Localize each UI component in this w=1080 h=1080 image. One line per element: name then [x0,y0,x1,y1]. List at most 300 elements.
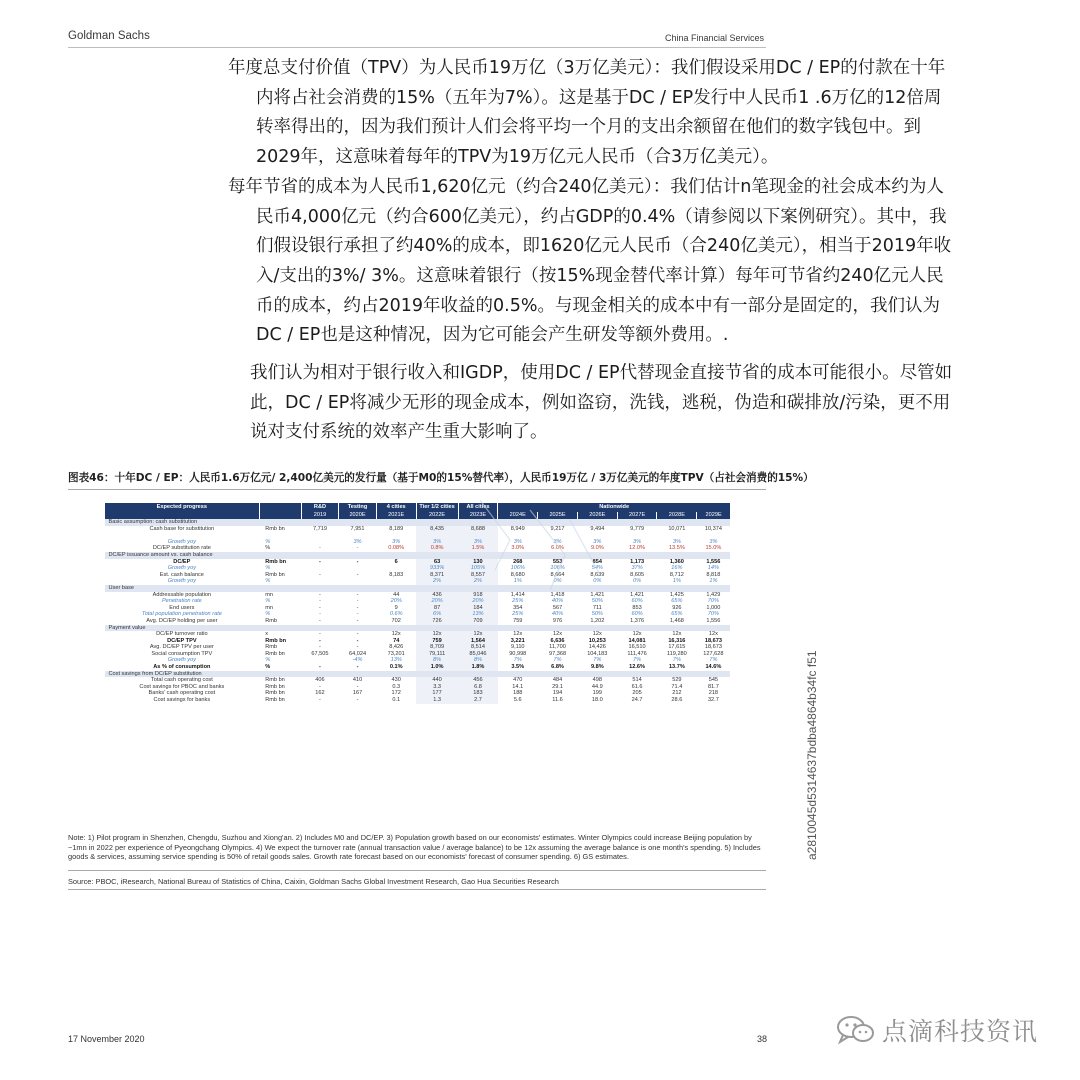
table-cell: 12.0% [629,545,646,552]
table-cell: 709 [458,618,498,625]
table-section-row [105,625,731,632]
table-cell: 9,494 [590,525,605,532]
section-label: Cost savings from DC/EP substitution [105,671,731,678]
table-cell: 12x [672,631,682,638]
table-cell: 7,951 [350,525,365,532]
row-label: As % of consumption [153,664,211,671]
table-cell: - [356,664,359,671]
table-cell: - [356,631,359,638]
row-label: Penetration rate [161,598,202,605]
table-section-row [105,671,731,678]
table-cell: 8,605 [630,571,645,578]
table-cell: - [319,558,321,565]
table-cell: 702 [391,617,401,624]
table-cell: 354 [513,604,523,611]
table-cell: 8,818 [706,571,721,578]
table-cell: 50% [591,611,603,618]
row-unit: % [265,545,271,552]
table-cell: - [319,644,321,651]
table-cell: 17,615 [668,644,686,651]
table-cell: 44 [393,591,400,598]
table-cell: 127,628 [703,650,724,657]
table-cell: 3.5% [511,664,525,671]
table-section-row [105,552,731,559]
table-cell: 106% [510,565,525,572]
table-cell: 8,664 [550,571,565,578]
table-row [105,677,731,684]
table-cell [697,532,730,539]
table-header-cell: 4 cities [376,503,416,512]
table-header-cell: Testing [339,503,377,512]
table-cell: 74 [393,637,400,644]
table-row [105,631,731,638]
table-cell: 0.1 [392,697,401,704]
table-cell: 172 [391,690,401,697]
table-cell: 25% [512,598,524,605]
figure-divider [68,489,766,490]
table-cell: - [356,598,359,605]
table-cell [301,539,339,546]
table-cell: 759 [513,617,523,624]
table-cell: 13.7% [668,664,685,671]
table-cell: 29.1 [552,683,563,690]
row-label: Addressable population [152,591,212,598]
row-unit: mn [265,604,273,611]
table-cell: - [356,611,359,618]
table-cell: - [319,598,321,605]
table-cell: 1,202 [590,617,605,624]
table-cell: 13% [458,611,498,618]
table-cell: 498 [592,677,602,684]
table-cell: 3% [513,538,522,545]
row-label: Cash base for substitution [149,525,215,532]
table-cell: 0.8% [416,545,458,552]
table-cell: 12x [553,631,563,638]
table-cell: 1,000 [706,604,721,611]
table-cell: 484 [552,677,563,684]
table-cell: 16,316 [668,637,686,644]
table-cell: - [319,664,321,671]
table-cell [301,532,339,539]
table-year-row [105,512,731,519]
table-cell: 8,709 [416,644,458,651]
table-cell: 3,221 [510,637,525,644]
table-cell: 854 [592,558,602,565]
row-label: Banks' cash operating cost [148,690,216,697]
table-year-cell [105,512,260,519]
table-cell: - [319,697,321,704]
header-section: China Financial Services [664,33,764,43]
table-cell: 16,510 [628,644,646,651]
table-cell: 470 [513,677,523,684]
table-cell: 1,360 [669,558,684,565]
table-cell: 44.9 [591,683,603,690]
table-cell: 12x [391,631,401,638]
table-row [105,684,731,691]
table-cell: 37% [631,565,643,572]
table-cell: 7% [633,657,642,664]
table-cell: 8,426 [389,644,404,651]
table-cell: 726 [416,618,458,625]
table-cell: 436 [416,592,458,599]
table-cell: 6.0% [551,545,564,552]
table-cell: 268 [513,558,523,565]
table-cell: - [319,683,321,690]
table-cell [339,532,377,539]
table-cell: 13.5% [668,545,685,552]
table-cell: 67,505 [311,650,329,657]
row-label: Avg. DC/EP TPV per user [149,644,214,651]
table-cell [301,578,339,585]
table-cell [339,578,377,585]
table-cell: 20% [458,598,498,605]
table-cell: 184 [458,605,498,612]
table-section-row [105,519,731,526]
table-cell: 7% [709,657,718,664]
table-row [105,545,731,552]
watermark-text: 点滴科技资讯 [882,1017,1039,1046]
table-cell: 6 [394,558,398,565]
header-divider [68,47,766,48]
exhibit-table [104,503,730,704]
row-label: End users [169,604,195,611]
table-cell: 0% [593,578,602,585]
table-cell: 8,514 [458,644,498,651]
table-cell: 40% [551,611,564,618]
table-cell: 25% [512,611,524,618]
table-cell: 8,183 [389,571,404,578]
table-cell: 8,949 [510,525,525,532]
table-cell: 3% [672,538,681,545]
table-row [105,690,731,697]
section-label: Basic assumption: cash substitution [105,519,731,526]
row-unit: % [265,538,271,545]
table-year-cell: 2028E [657,512,697,519]
wechat-icon [836,1014,876,1046]
table-cell: 8,371 [416,572,458,579]
row-unit: % [265,664,271,671]
body-text [228,54,958,448]
table-row [105,572,731,579]
table-cell: 106% [550,565,565,572]
table-cell: 3% [633,538,642,545]
table-cell: 104,183 [587,650,608,657]
row-label: Cost savings for banks [153,697,211,704]
table-cell: 1,421 [590,591,605,598]
forecast-table [104,503,730,704]
table-cell: 1% [513,578,522,585]
source-divider [68,889,766,890]
table-cell: 73,201 [387,650,405,657]
table-cell: 567 [552,604,563,611]
table-cell: 90,998 [509,650,527,657]
table-cell: 119,280 [666,650,687,657]
table-cell: 6,636 [550,637,565,644]
table-cell: 61.6 [631,683,643,690]
table-cell: 16% [671,565,683,572]
table-year-cell: 2024E [498,512,538,519]
row-unit: Rmb bn [265,683,285,690]
table-header-cell: Nationwide [498,503,730,512]
row-unit: Rmb bn [265,697,285,704]
table-cell: 456 [458,677,498,684]
table-cell: 10,071 [668,525,686,532]
row-unit: Rmb [265,644,278,651]
table-cell: 1.3 [416,697,458,704]
table-cell: 167 [352,690,363,697]
table-cell [301,657,339,664]
table-cell: 194 [552,690,563,697]
table-cell: 1% [709,578,718,585]
row-label: DC/EP substitution rate [152,545,211,552]
table-cell: 3% [416,539,458,546]
row-label: Social consumption TPV [151,650,213,657]
table-cell [498,532,538,539]
table-cell: 1,376 [630,617,645,624]
section-label: DC/EP issuance amount vs. cash balance [105,552,731,559]
table-cell: - [356,697,359,704]
table-cell: 410 [352,677,363,684]
table-cell: - [356,644,359,651]
row-label: Total cash operating cost [150,677,213,684]
table-cell: 18,673 [704,644,722,651]
row-label: Avg. DC/EP holding per user [146,617,218,624]
row-unit: mn [265,591,273,598]
table-cell: - [356,604,359,611]
row-label: Growth yoy [167,538,196,545]
table-row [105,578,731,585]
section-label: Payment value [105,625,731,632]
table-cell: 12x [458,631,498,638]
table-cell: 976 [552,617,563,624]
row-unit: Rmb bn [265,637,287,644]
table-cell [301,565,339,572]
table-cell: 7% [593,657,602,664]
table-cell: 9,110 [510,644,525,651]
table-cell: 79,111 [416,651,458,658]
table-year-cell: 2020E [339,512,377,519]
table-cell: 3.0% [511,545,525,552]
table-cell: 20% [416,598,458,605]
table-cell: 14.6% [705,664,722,671]
table-cell: 711 [592,604,602,611]
table-cell: 28.6 [671,697,683,704]
table-cell: 1.0% [416,664,458,671]
table-cell: 529 [672,677,682,684]
table-cell: 3% [392,538,401,545]
table-cell: 8,688 [458,526,498,533]
table-cell: 1,556 [706,617,721,624]
table-cell: 430 [391,677,401,684]
row-label: DC/EP turnover ratio [156,631,208,638]
table-row [105,532,731,539]
row-unit: % [265,598,271,605]
table-cell: 926 [672,604,682,611]
table-cell: 50% [591,598,603,605]
table-cell: 60% [631,611,643,618]
row-unit: Rmb [265,617,278,624]
table-cell: 32.7 [707,697,719,704]
table-cell: 1,418 [550,591,565,598]
paragraph-conclusion: 我们认为相对于银行收入和IGDP，使用DC / EP代替现金直接节省的成本可能很小。尽管如此，DC / EP将减少无形的现金成本，例如盗窃，洗钱，逃税，伪造和碳排放/污染，更不用说对支付系统的效率产生重大影响了。 [250,363,953,443]
table-row [105,559,731,566]
table-cell: 14% [707,565,719,572]
table-cell: 1,429 [706,591,721,598]
figure-note: Note: 1) Pilot program in Shenzhen, Chengdu, Suzhou and Xiong'an. 2) Includes M0 and DC/EP. 3) Population growth based on our economists' estimates. Winter Olympics could increase Beijing population by ~1mn in 2022 per experience of Pyeongchang Olympics. 4) We expect the turnover rate (annual transaction value / average balance) to be 12x assuming the average balance is one month's spending. 5) Includes goods & services, assuming service spending is 50% of retail goods sales. Growth rate forecast based on our economists' forecast of consumer spending. 6) GS estimates. [68,833,761,861]
table-cell: 8% [416,657,458,664]
table-year-cell: 2023E [458,512,498,519]
table-cell [416,532,458,539]
table-cell: 199 [592,690,602,697]
table-cell: 97,368 [548,650,567,657]
table-section-row [105,585,731,592]
table-cell: 0.08% [388,545,405,552]
row-unit: x [265,631,268,638]
table-cell: 12x [592,631,602,638]
table-cell: - [319,571,321,578]
table-row [105,565,731,572]
table-cell: 71.4 [671,683,683,690]
table-cell: 10,253 [588,637,606,644]
table-cell [376,578,416,585]
row-label: Est. cash balance [159,571,204,578]
table-cell: 218 [708,690,719,697]
table-cell: - [356,637,359,644]
table-cell [657,532,697,539]
table-cell: 8,639 [590,571,605,578]
table-cell: 65% [671,598,683,605]
watermark [836,1012,1038,1048]
table-cell: 545 [708,677,719,684]
table-cell: - [319,604,321,611]
row-unit: % [265,565,271,572]
table-cell: 1,425 [669,591,684,598]
table-header-cell: Tier 1/2 cities [416,503,458,512]
footer-date: 17 November 2020 [68,1034,145,1044]
table-cell [458,532,498,539]
document-id: a2810045d5314637bdba4864b34fc f51 [805,650,819,860]
table-row [105,611,731,618]
table-cell: 7,719 [312,525,327,532]
row-unit [259,532,301,539]
table-cell: 3% [709,538,718,545]
table-cell: - [356,591,359,598]
table-year-cell: 2027E [617,512,657,519]
table-cell: 11.6 [552,697,563,704]
table-cell [577,532,617,539]
table-cell [339,565,377,572]
table-cell: 9,217 [550,525,565,532]
table-cell: 111,476 [627,650,647,657]
table-cell: 14.1 [512,683,524,690]
table-cell: 3% [553,538,562,545]
table-cell: 2% [416,578,458,585]
table-cell: 2.7 [458,697,498,704]
table-cell: - [319,591,321,598]
row-label [105,532,260,539]
row-unit: Rmb bn [265,571,285,578]
table-cell [538,532,578,539]
table-cell: 3.3 [416,684,458,691]
page-number: 38 [757,1034,768,1044]
table-cell: 20% [390,598,402,605]
table-cell: 54% [591,565,603,572]
table-cell: 1,564 [458,638,498,645]
table-cell: 3% [593,538,602,545]
table-year-cell: 2025E [538,512,578,519]
table-header-cell [259,503,301,512]
table-cell: 3% [353,538,362,545]
table-cell: 1,414 [510,591,525,598]
table-row [105,657,731,664]
table-cell: 7% [513,657,522,664]
table-cell: - [319,631,321,638]
table-cell: 6.8 [458,684,498,691]
table-cell: 12x [632,631,642,638]
table-cell: 8,680 [510,571,525,578]
table-cell: 24.7 [631,697,643,704]
table-cell: 514 [632,677,642,684]
table-cell: 0.1% [389,664,403,671]
table-cell: - [319,611,321,618]
table-cell: 9,779 [630,525,645,532]
table-cell: 0% [633,578,642,585]
table-cell: 188 [513,690,523,697]
table-cell: 85,046 [458,651,498,658]
paragraph-tpv: 年度总支付价值（TPV）为人民币19万亿（3万亿美元）：我们假设采用DC / EP的付款在十年内将占社会消费的15%（五年为7%）。这是基于DC / EP发行中人民币1 .6万亿的12倍周转率得出的，因为我们预计人们会将平均一个月的支出余额留在他们的数字钱包中。到2029年，这意味着每年的TPV为19万亿元人民币（合3万亿美元）。 [228,58,946,168]
table-cell: - [356,571,359,578]
table-cell: 853 [632,604,642,611]
table-cell: 12x [708,631,718,638]
table-cell: 440 [416,677,458,684]
table-row [105,592,731,599]
table-cell: 3% [458,539,498,546]
table-row [105,697,731,704]
table-cell: 10,374 [704,525,722,532]
table-cell: 12.6% [629,664,646,671]
table-cell: 1% [672,578,681,585]
table-cell: 64,024 [348,650,367,657]
table-cell: 18.0 [591,697,603,704]
table-cell: 6% [416,611,458,618]
table-cell: 13% [390,657,402,664]
table-cell: 8,557 [458,572,498,579]
row-unit: Rmb bn [265,558,287,565]
row-label: Growth yoy [167,565,196,572]
table-cell: 1,421 [630,591,645,598]
table-cell: 1,173 [630,558,645,565]
table-cell: 2% [458,578,498,585]
table-row [105,526,731,533]
table-cell: 65% [671,611,683,618]
table-cell: 933% [416,565,458,572]
table-year-cell: 2026E [577,512,617,519]
row-label: Growth yoy [167,578,196,585]
table-cell: 8% [458,657,498,664]
section-label: User base [105,585,731,592]
table-cell: 0% [553,578,562,585]
row-unit: Rmb bn [265,677,285,684]
table-row [105,644,731,651]
table-cell: 11,700 [549,644,566,651]
paragraph-cost-savings: 每年节省的成本为人民币1,620亿元（约合240亿美元）：我们估计n笔现金的社会成本约为人民币4,000亿元（约合600亿美元），约占GDP的0.4%（请参阅以下案例研究）。其中，我们假设银行承担了约40%的成本，即1620亿元人民币（合240亿美元），相当于2019年收入/支出的3%/ 3%。这意味着银行（按15%现金替代率计算）每年可节省约240亿元人民币的成本，约占2019年收益的0.5%。与现金相关的成本中有一部分是固定的，我们认为DC / EP也是这种情况，因为它可能会产生研发等额外费用。. [228,176,952,346]
table-cell: 81.7 [707,683,719,690]
table-header-cell: All cities [458,503,498,512]
table-year-cell: 2022E [416,512,458,519]
row-unit: Rmb bn [265,525,285,532]
table-cell: 14,081 [628,637,646,644]
table-row [105,598,731,605]
